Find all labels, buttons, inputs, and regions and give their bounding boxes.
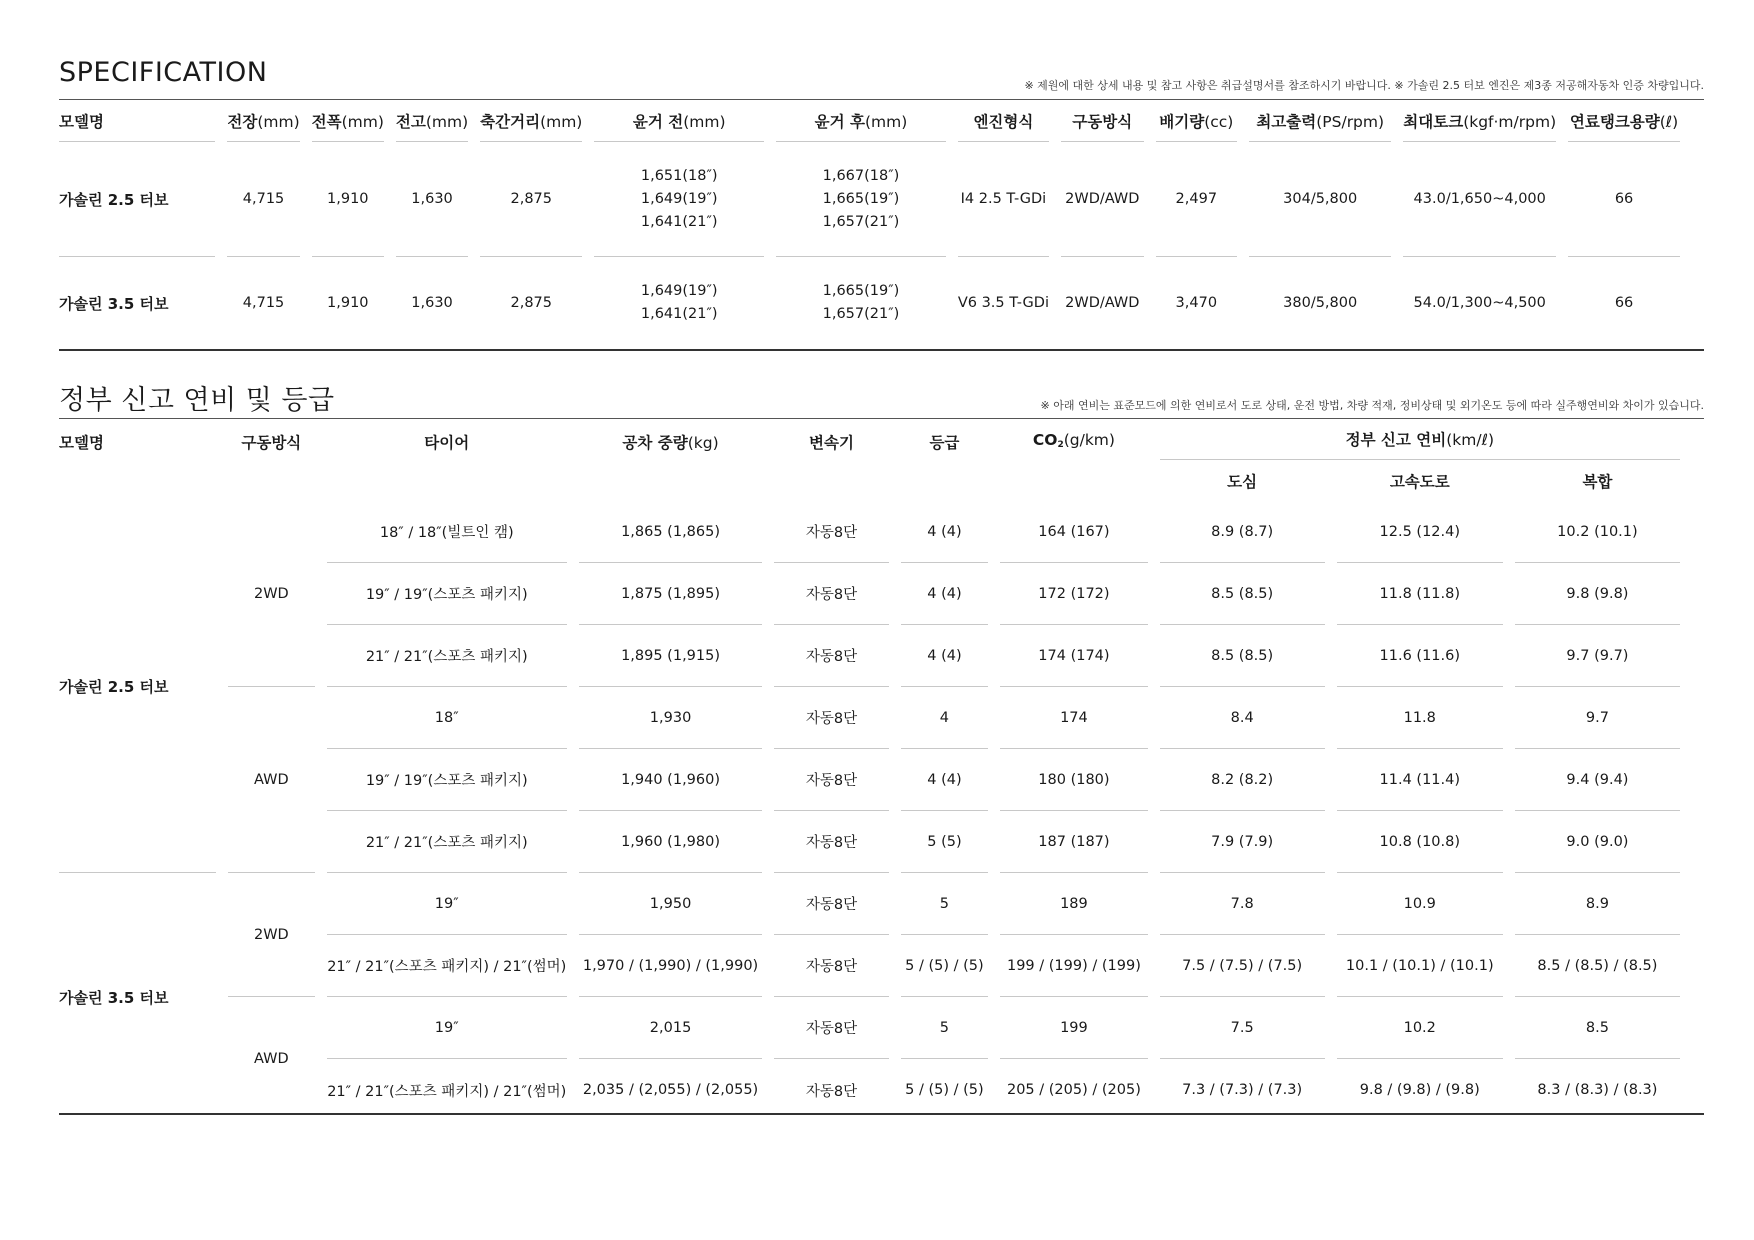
fuel-cell-co2: 187 (187) <box>1000 811 1147 873</box>
spec-header-label: 전장 <box>227 112 258 131</box>
spec-header-unit: (ℓ) <box>1659 112 1679 131</box>
spec-header-cell <box>958 100 1049 142</box>
fuel-cell-combined: 8.3 / (8.3) / (8.3) <box>1537 1082 1658 1098</box>
spec-cell-model: 가솔린 3.5 터보 <box>59 294 169 313</box>
track-value: 1,665(19″) <box>822 283 900 299</box>
fuel-cell-combined: 8.5 <box>1515 997 1680 1059</box>
fuel-cell-trans: 자동8단 <box>774 625 888 687</box>
fuel-cell-city: 7.5 / (7.5) / (7.5) <box>1160 935 1325 997</box>
fuel-cell-combined: 8.5 / (8.5) / (8.5) <box>1515 935 1680 997</box>
fuel-cell-city: 7.9 (7.9) <box>1160 811 1325 873</box>
fuel-cell-weight: 1,930 <box>579 687 763 749</box>
fuel-cell-tire: 19″ <box>327 997 567 1059</box>
fuel-cell-tire: 21″ / 21″(스포츠 패키지) / 21″(썸머) <box>327 935 567 997</box>
fuel-cell-trans: 자동8단 <box>774 687 888 749</box>
fuel-cell-grade: 4 (4) <box>901 501 989 563</box>
fuel-note: ※ 아래 연비는 표준모드에 의한 연비로서 도로 상태, 운전 방법, 차량 적재, 정비상태 및 외기온도 등에 따라 실주행연비와 차이가 있습니다. <box>1040 399 1704 412</box>
spec-cell-length: 4,715 <box>242 295 285 311</box>
spec-header-label: 배기량 <box>1159 112 1205 131</box>
fuel-cell-co2: 199 / (199) / (199) <box>1000 935 1147 997</box>
fuel-cell-grade: 5 / (5) / (5) <box>905 1082 984 1098</box>
fuel-header-city: 도심 <box>1227 472 1258 491</box>
fuel-header-efficiency: 정부 신고 연비(km/ℓ) <box>1160 419 1680 460</box>
spec-cell-width: 1,910 <box>327 295 369 311</box>
spec-row <box>59 257 1680 349</box>
fuel-title: 정부 신고 연비 및 등급 <box>59 385 335 416</box>
fuel-cell-co2: 164 (167) <box>1000 501 1147 563</box>
spec-header-label: 구동방식 <box>1072 112 1133 131</box>
fuel-row <box>59 997 1680 1059</box>
fuel-cell-combined: 10.2 (10.1) <box>1515 501 1680 563</box>
fuel-cell-tire: 18″ <box>327 687 567 749</box>
spec-header-label: 축간거리 <box>480 112 541 131</box>
spec-header-cell <box>396 100 468 142</box>
fuel-cell-grade: 5 (5) <box>901 811 989 873</box>
fuel-cell-highway: 11.6 (11.6) <box>1337 625 1503 687</box>
spec-header-cell <box>59 100 215 142</box>
fuel-cell-highway: 9.8 / (9.8) / (9.8) <box>1359 1082 1480 1098</box>
spec-header-cell <box>480 100 582 142</box>
fuel-cell-highway: 11.8 <box>1337 687 1503 749</box>
track-value: 1,649(19″) <box>640 190 718 207</box>
fuel-cell-city: 7.5 <box>1160 997 1325 1059</box>
fuel-cell-weight: 1,960 (1,980) <box>579 811 763 873</box>
fuel-cell-grade: 4 (4) <box>901 625 989 687</box>
fuel-cell-trans: 자동8단 <box>805 1083 858 1100</box>
fuel-header-grade: 등급 <box>929 434 960 452</box>
fuel-cell-co2: 172 (172) <box>1000 563 1147 625</box>
fuel-cell-trans: 자동8단 <box>774 811 888 873</box>
spec-header-cell <box>594 100 764 142</box>
spec-header-unit: (PS/rpm) <box>1316 112 1385 131</box>
fuel-header-co2: $CO_2(g/km)$ <box>1032 431 1115 450</box>
spec-header-label: 전고 <box>395 112 426 131</box>
fuel-cell-co2: 189 <box>1000 873 1147 935</box>
fuel-cell-drive: 2WD <box>228 501 315 687</box>
fuel-cell-city: 8.9 (8.7) <box>1160 501 1325 563</box>
track-value: 1,657(21″) <box>822 306 900 322</box>
fuel-cell-weight: 2,015 <box>579 997 763 1059</box>
fuel-cell-co2: 174 (174) <box>1000 625 1147 687</box>
spec-header-unit: (mm) <box>341 112 384 131</box>
fuel-cell-combined: 8.9 <box>1515 873 1680 935</box>
spec-cell-model: 가솔린 2.5 터보 <box>59 142 215 257</box>
spec-cell-rear-track <box>776 142 946 257</box>
fuel-cell-weight: 1,940 (1,960) <box>579 749 763 811</box>
spec-header-cell <box>776 100 946 142</box>
fuel-cell-grade: 4 <box>901 687 989 749</box>
spec-header-label: 전폭 <box>311 112 342 131</box>
track-value: 1,649(19″) <box>640 283 718 299</box>
fuel-cell-highway: 11.8 (11.8) <box>1337 563 1503 625</box>
fuel-cell-combined: 9.4 (9.4) <box>1515 749 1680 811</box>
fuel-row <box>59 873 1680 935</box>
fuel-cell-model: 가솔린 2.5 터보 <box>59 501 216 873</box>
fuel-cell-tire: 19″ / 19″(스포츠 패키지) <box>327 563 567 625</box>
spec-header-cell <box>1403 100 1556 142</box>
fuel-row <box>59 687 1680 749</box>
spec-header-label: 윤거 전 <box>632 112 684 131</box>
spec-cell-displacement: 2,497 <box>1156 142 1238 257</box>
fuel-bottom-rule <box>59 1113 1704 1115</box>
fuel-header-combined: 복합 <box>1582 472 1613 491</box>
spec-cell-torque: 54.0/1,300~4,500 <box>1413 295 1546 311</box>
track-value: 1,641(21″) <box>640 213 718 230</box>
fuel-cell-grade: 4 (4) <box>901 563 989 625</box>
track-value: 1,665(19″) <box>822 190 900 207</box>
track-value: 1,641(21″) <box>640 306 718 322</box>
fuel-cell-tire: 19″ <box>327 873 567 935</box>
fuel-cell-city: 8.5 (8.5) <box>1160 625 1325 687</box>
fuel-cell-city: 7.8 <box>1160 873 1325 935</box>
fuel-cell-drive: AWD <box>254 1051 289 1067</box>
fuel-cell-weight: 1,970 / (1,990) / (1,990) <box>579 935 763 997</box>
fuel-cell-trans: 자동8단 <box>774 997 888 1059</box>
spec-cell-front-track <box>594 257 764 349</box>
fuel-row <box>59 501 1680 563</box>
fuel-cell-combined: 9.8 (9.8) <box>1515 563 1680 625</box>
fuel-cell-co2: 174 <box>1000 687 1147 749</box>
fuel-cell-highway: 10.2 <box>1337 997 1503 1059</box>
spec-cell-wheelbase: 2,875 <box>480 142 582 257</box>
spec-cell-fuel-tank: 66 <box>1568 142 1680 257</box>
fuel-cell-weight: 1,895 (1,915) <box>579 625 763 687</box>
fuel-cell-city: 7.3 / (7.3) / (7.3) <box>1182 1082 1303 1098</box>
spec-table <box>47 100 1692 349</box>
fuel-cell-tire: 21″ / 21″(스포츠 패키지) <box>327 625 567 687</box>
spec-header-cell <box>1061 100 1144 142</box>
spec-header-label: 최고출력 <box>1256 112 1317 131</box>
fuel-header-weight: 공차 중량(kg) <box>622 434 719 452</box>
fuel-cell-trans: 자동8단 <box>774 935 888 997</box>
spec-title: SPECIFICATION <box>59 57 268 88</box>
spec-header-unit: (mm) <box>683 112 726 131</box>
fuel-cell-combined: 9.7 <box>1515 687 1680 749</box>
fuel-cell-model: 가솔린 3.5 터보 <box>59 988 169 1007</box>
spec-header-label: 연료탱크용량 <box>1569 112 1660 131</box>
spec-header-unit: (mm) <box>425 112 469 131</box>
fuel-cell-trans: 자동8단 <box>774 749 888 811</box>
fuel-cell-weight: 1,865 (1,865) <box>579 501 763 563</box>
fuel-cell-trans: 자동8단 <box>774 563 888 625</box>
spec-cell-power: 380/5,800 <box>1283 295 1358 311</box>
spec-cell-front-track <box>594 142 764 257</box>
spec-header-cell <box>312 100 384 142</box>
fuel-cell-trans: 자동8단 <box>774 501 888 563</box>
fuel-header-highway: 고속도로 <box>1389 472 1450 491</box>
fuel-header-model: 모델명 <box>59 434 104 452</box>
fuel-header-tire: 타이어 <box>424 434 470 452</box>
spec-header-unit: (mm) <box>540 112 583 131</box>
fuel-cell-weight: 1,875 (1,895) <box>579 563 763 625</box>
fuel-cell-grade: 4 (4) <box>901 749 989 811</box>
fuel-cell-tire: 19″ / 19″(스포츠 패키지) <box>327 749 567 811</box>
fuel-cell-grade: 5 <box>901 997 989 1059</box>
spec-header-label: 최대토크 <box>1403 112 1464 131</box>
fuel-cell-co2: 205 / (205) / (205) <box>1006 1082 1141 1098</box>
fuel-cell-drive: 2WD <box>228 873 315 997</box>
spec-cell-height: 1,630 <box>396 142 468 257</box>
fuel-cell-tire: 18″ / 18″(빌트인 캠) <box>327 501 567 563</box>
fuel-cell-grade: 5 / (5) / (5) <box>901 935 989 997</box>
fuel-cell-city: 8.4 <box>1160 687 1325 749</box>
spec-header-cell <box>227 100 299 142</box>
fuel-header-drive: 구동방식 <box>241 434 302 452</box>
spec-header-unit: (mm) <box>864 112 908 131</box>
spec-header-label: 윤거 후 <box>814 112 865 131</box>
spec-cell-torque: 43.0/1,650~4,000 <box>1403 142 1556 257</box>
fuel-cell-weight: 1,950 <box>579 873 763 935</box>
fuel-cell-city: 8.5 (8.5) <box>1160 563 1325 625</box>
spec-cell-drive: 2WD/AWD <box>1061 142 1144 257</box>
spec-header-cell <box>1568 100 1680 142</box>
track-value: 1,651(18″) <box>640 167 718 184</box>
fuel-cell-tire: 21″ / 21″(스포츠 패키지) <box>327 811 567 873</box>
spec-cell-fuel-tank: 66 <box>1614 295 1634 311</box>
spec-cell-height: 1,630 <box>411 295 453 311</box>
fuel-cell-weight: 2,035 / (2,055) / (2,055) <box>582 1082 759 1098</box>
fuel-cell-co2: 199 <box>1000 997 1147 1059</box>
spec-note: ※ 제원에 대한 상세 내용 및 참고 사항은 취급설명서를 참조하시기 바랍니다. ※ 가솔린 2.5 터보 엔진은 제3종 저공해자동차 인증 차량입니다. <box>1024 79 1704 92</box>
spec-header-row <box>59 100 1680 142</box>
spec-cell-displacement: 3,470 <box>1175 295 1218 311</box>
fuel-cell-highway: 10.1 / (10.1) / (10.1) <box>1337 935 1503 997</box>
fuel-cell-highway: 10.9 <box>1337 873 1503 935</box>
fuel-cell-highway: 12.5 (12.4) <box>1337 501 1503 563</box>
spec-body <box>59 142 1680 349</box>
spec-cell-engine: I4 2.5 T-GDi <box>958 142 1049 257</box>
spec-cell-engine: V6 3.5 T-GDi <box>957 295 1049 311</box>
fuel-cell-trans: 자동8단 <box>774 873 888 935</box>
spec-header-cell <box>1156 100 1238 142</box>
spec-cell-power: 304/5,800 <box>1249 142 1391 257</box>
fuel-cell-drive: AWD <box>228 687 315 873</box>
fuel-cell-combined: 9.7 (9.7) <box>1515 625 1680 687</box>
fuel-cell-grade: 5 <box>901 873 989 935</box>
track-value: 1,667(18″) <box>822 167 900 184</box>
spec-bottom-rule <box>59 349 1704 351</box>
spec-row <box>59 142 1680 257</box>
spec-cell-width: 1,910 <box>312 142 384 257</box>
spec-cell-length: 4,715 <box>227 142 299 257</box>
fuel-cell-combined: 9.0 (9.0) <box>1515 811 1680 873</box>
fuel-cell-city: 8.2 (8.2) <box>1160 749 1325 811</box>
spec-header-label: 엔진형식 <box>973 112 1034 131</box>
spec-header-unit: (mm) <box>257 112 300 131</box>
spec-cell-rear-track <box>776 257 946 349</box>
fuel-cell-highway: 11.4 (11.4) <box>1337 749 1503 811</box>
spec-cell-drive: 2WD/AWD <box>1065 295 1140 311</box>
fuel-body <box>59 501 1680 1121</box>
spec-header-cell <box>1249 100 1391 142</box>
fuel-header-trans: 변속기 <box>809 434 854 452</box>
spec-header-label: 모델명 <box>59 112 104 131</box>
fuel-table <box>47 419 1692 1121</box>
spec-header-unit: (kgf·m/rpm) <box>1463 112 1557 131</box>
spec-cell-wheelbase: 2,875 <box>510 295 553 311</box>
fuel-cell-tire: 21″ / 21″(스포츠 패키지) / 21″(썸머) <box>327 1083 567 1100</box>
fuel-cell-co2: 180 (180) <box>1000 749 1147 811</box>
fuel-cell-highway: 10.8 (10.8) <box>1337 811 1503 873</box>
track-value: 1,657(21″) <box>822 213 900 230</box>
spec-header-unit: (cc) <box>1204 112 1234 131</box>
